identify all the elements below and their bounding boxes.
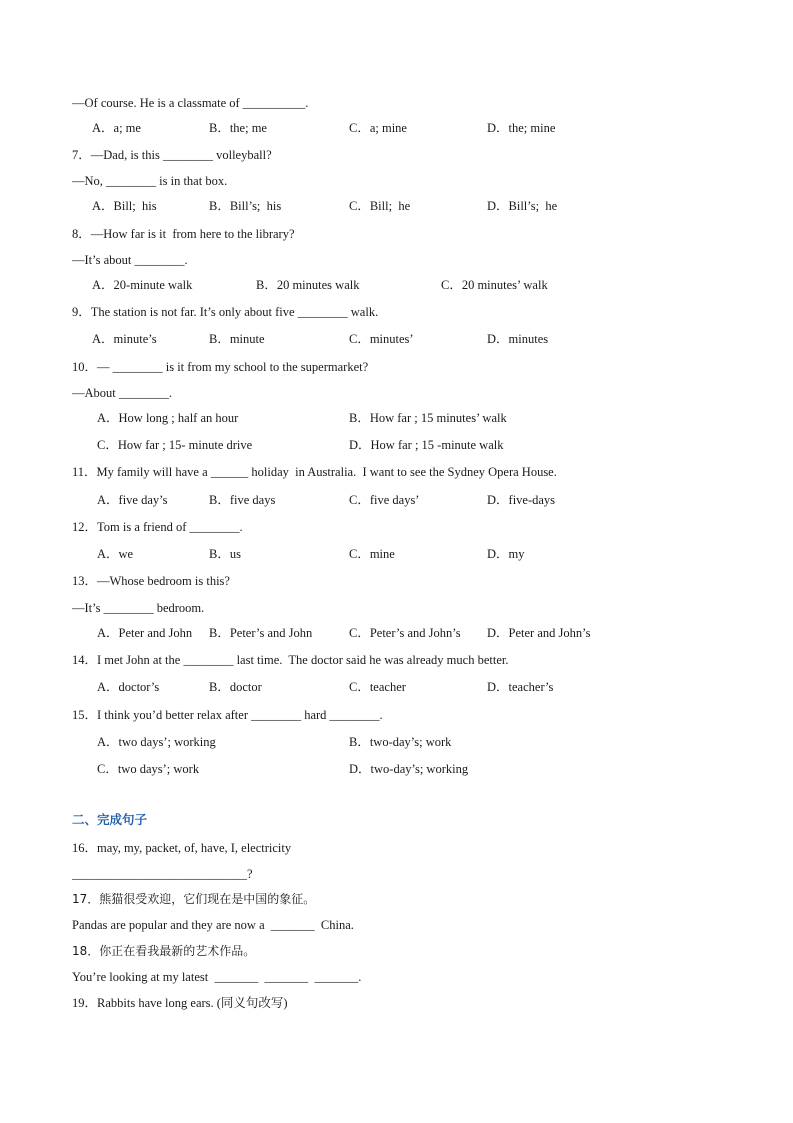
question-line: —No, ________ is in that box. [72, 174, 228, 188]
option-a: A．How long ; half an hour [97, 411, 239, 425]
option-a: A．Bill; his [92, 199, 157, 213]
question-line: 10．— ________ is it from my school to the supermarket? [72, 360, 369, 374]
option-b: B．doctor [209, 680, 262, 694]
option-b: B．five days [209, 493, 276, 507]
option-b: B．Peter’s and John [209, 626, 313, 640]
option-a: A．two days’; working [97, 735, 216, 749]
fill-item: 19．Rabbits have long ears. (同义句改写) [72, 996, 288, 1010]
option-d: D．Peter and John’s [487, 626, 591, 640]
option-b: B．20 minutes walk [256, 278, 360, 292]
question-line: 8．—How far is it from here to the library? [72, 227, 295, 241]
option-b: B．minute [209, 332, 265, 346]
fill-item: 18．你正在看我最新的艺术作品。 [72, 944, 256, 958]
option-d: D．the; mine [487, 121, 556, 135]
option-c: C．mine [349, 547, 395, 561]
option-b: B．two-day’s; work [349, 735, 452, 749]
option-c: C．minutes’ [349, 332, 414, 346]
question-line: —Of course. He is a classmate of __________. [72, 96, 309, 110]
question-line: 12．Tom is a friend of ________. [72, 520, 243, 534]
question-line: 13．—Whose bedroom is this? [72, 574, 230, 588]
question-line: 15．I think you’d better relax after ________ hard ________. [72, 708, 383, 722]
option-d: D．minutes [487, 332, 549, 346]
option-a: A．a; me [92, 121, 141, 135]
option-d: D．two-day’s; working [349, 762, 469, 776]
option-d: D．five-days [487, 493, 556, 507]
option-c: C．a; mine [349, 121, 407, 135]
question-line: —It’s about ________. [72, 253, 188, 267]
fill-item: 17．熊猫很受欢迎，它们现在是中国的象征。 [72, 892, 316, 906]
question-line: 7．—Dad, is this ________ volleyball? [72, 148, 272, 162]
section-title: 二、完成句子 [72, 812, 148, 827]
option-b: B．How far ; 15 minutes’ walk [349, 411, 507, 425]
question-line: —About ________. [72, 386, 172, 400]
option-c: C．teacher [349, 680, 406, 694]
option-b: B．Bill’s; his [209, 199, 282, 213]
option-a: A．five day’s [97, 493, 168, 507]
option-d: D．How far ; 15 -minute walk [349, 438, 504, 452]
question-line: —It’s ________ bedroom. [72, 601, 205, 615]
option-a: A．Peter and John [97, 626, 193, 640]
option-b: B．us [209, 547, 241, 561]
option-a: A．doctor’s [97, 680, 160, 694]
option-a: A．we [97, 547, 134, 561]
answer-blank-line: ____________________________? [72, 867, 253, 881]
option-c: C．How far ; 15- minute drive [97, 438, 253, 452]
option-c: C．Bill; he [349, 199, 411, 213]
option-d: D．my [487, 547, 525, 561]
option-c: C．Peter’s and John’s [349, 626, 461, 640]
question-line: 11．My family will have a ______ holiday in Australia. I want to see the Sydney Opera House. [72, 465, 557, 479]
question-line: 14．I met John at the ________ last time. The doctor said he was already much better. [72, 653, 509, 667]
fill-item: 16．may, my, packet, of, have, I, electricity [72, 841, 292, 855]
fill-item: Pandas are popular and they are now a _______ China. [72, 918, 354, 932]
fill-item: You’re looking at my latest _______ _______ _______. [72, 970, 362, 984]
question-line: 9．The station is not far. It’s only about five ________ walk. [72, 305, 379, 319]
option-a: A．20-minute walk [92, 278, 193, 292]
option-d: D．teacher’s [487, 680, 554, 694]
option-c: C．five days’ [349, 493, 420, 507]
option-c: C．20 minutes’ walk [441, 278, 548, 292]
option-c: C．two days’; work [97, 762, 200, 776]
option-b: B．the; me [209, 121, 267, 135]
option-a: A．minute’s [92, 332, 157, 346]
option-d: D．Bill’s; he [487, 199, 558, 213]
